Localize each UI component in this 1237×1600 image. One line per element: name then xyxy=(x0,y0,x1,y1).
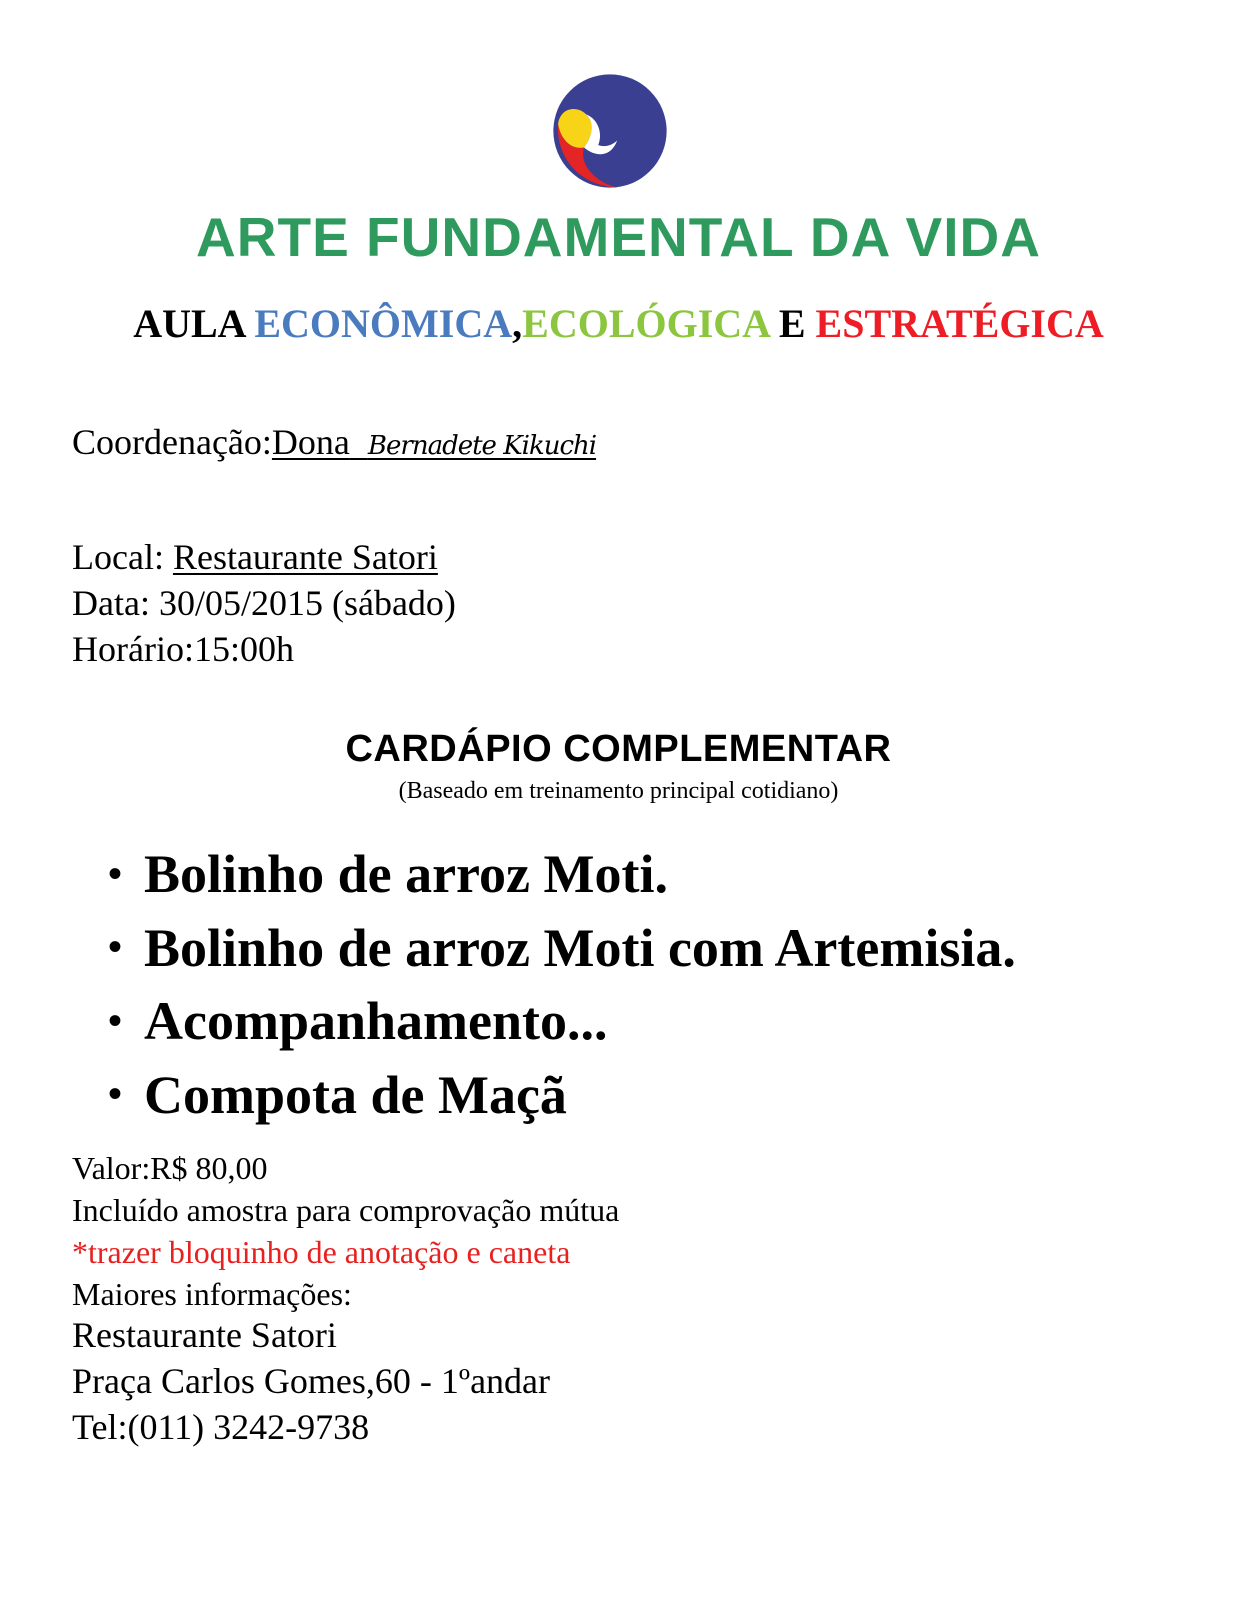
menu-item-label: Compota de Maçã xyxy=(144,1064,567,1125)
page-title: ARTE FUNDAMENTAL DA VIDA xyxy=(196,206,1041,268)
horario-line: Horário:15:00h xyxy=(72,629,294,669)
trazer-note: *trazer bloquinho de anotação e caneta xyxy=(72,1234,571,1270)
data-line: Data: 30/05/2015 (sábado) xyxy=(72,583,456,623)
coordenacao-signature: Bernadete Kikuchi xyxy=(367,431,597,461)
subtitle xyxy=(0,301,1237,347)
local-value: Restaurante Satori xyxy=(172,537,438,577)
coordenacao-label: Coordenação: xyxy=(72,422,272,462)
list-item xyxy=(108,1061,1016,1135)
incluido-line: Incluído amostra para comprovação mútua xyxy=(72,1192,620,1228)
subtitle-aula: AULA xyxy=(133,301,255,346)
bullet-icon: • xyxy=(108,1071,123,1117)
logo-circle-icon xyxy=(551,72,669,190)
subtitle-e: E xyxy=(768,301,816,346)
menu-item-label: Bolinho de arroz Moti. xyxy=(144,844,668,904)
list-item xyxy=(108,840,1016,914)
bullet-icon: • xyxy=(108,997,123,1043)
valor-line: Valor:R$ 80,00 xyxy=(72,1150,268,1186)
menu-note: (Baseado em treinamento principal cotidiano) xyxy=(398,778,839,804)
list-item xyxy=(108,987,1016,1061)
menu-item-label: Acompanhamento... xyxy=(144,991,608,1052)
maiores-line: Maiores informações: xyxy=(72,1276,352,1312)
subtitle-comma: , xyxy=(512,301,523,346)
list-item xyxy=(108,914,1016,988)
endereco-line: Praça Carlos Gomes,60 - 1ºandar xyxy=(72,1361,551,1401)
bullet-icon: • xyxy=(108,924,123,970)
menu-heading: CARDÁPIO COMPLEMENTAR xyxy=(345,728,892,770)
restaurante-line: Restaurante Satori xyxy=(72,1315,337,1355)
subtitle-economica: ECONÔMICA xyxy=(254,301,513,346)
tel-line: Tel:(011) 3242-9738 xyxy=(72,1407,370,1447)
local-line xyxy=(72,535,438,579)
menu-item-label: Bolinho de arroz Moti com Artemisia. xyxy=(144,917,1016,978)
menu-list xyxy=(108,840,1016,1134)
bullet-icon: • xyxy=(108,850,123,896)
subtitle-ecologica: ECOLÓGICA xyxy=(522,301,769,346)
coordenacao-value: Dona Bernadete Kikuchi xyxy=(271,422,597,462)
subtitle-estrategica: ESTRATÉGICA xyxy=(815,301,1104,346)
local-label: Local: xyxy=(72,537,173,577)
coordenacao-line xyxy=(72,420,596,468)
